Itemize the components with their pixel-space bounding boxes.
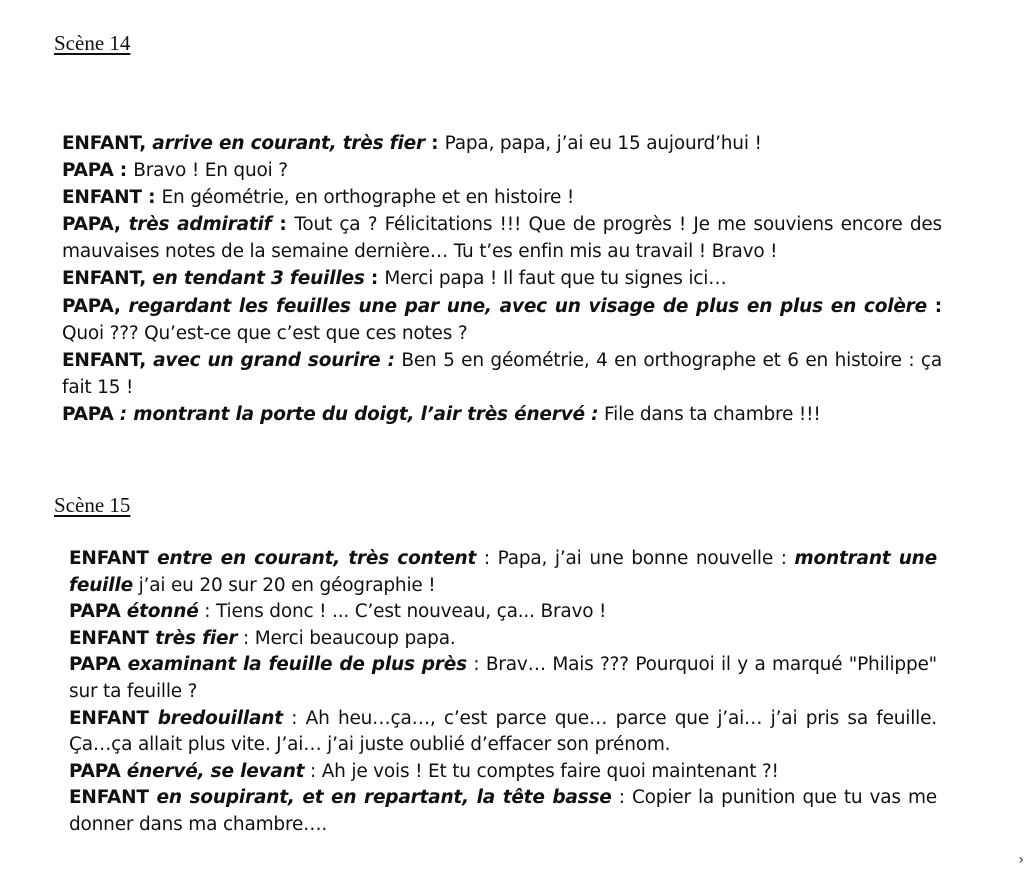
scene-15-title: Scène 15 — [54, 493, 131, 517]
stage-direction: entre en courant, très content — [148, 548, 477, 569]
speaker: ENFANT — [69, 787, 149, 809]
speaker: ENFANT, — [62, 133, 147, 154]
dialogue-line — [62, 401, 942, 428]
speaker: PAPA — [62, 403, 114, 425]
dialogue-line — [69, 652, 937, 705]
stage-direction: bredouillant — [148, 707, 283, 729]
line-text: Tout ça ? Félicitations !!! Que de progrès ! Je me souviens encore des mauvaises notes de la semaine dernière… Tu t’es enfin mis au travail ! Bravo ! — [62, 214, 942, 263]
speaker: PAPA — [62, 160, 114, 182]
dialogue-line — [62, 347, 942, 401]
dialogue-line — [69, 785, 937, 838]
dialogue-line — [62, 184, 942, 211]
line-text: Ah heu…ça…, c’est parce que… parce que j’ai… j’ai pris sa feuille. Ça…ça allait plus vite. J’ai… j’ai juste oublié d’effacer son prénom. — [69, 707, 937, 756]
stage-direction: examinant la feuille de plus près — [120, 654, 467, 676]
separator: : — [237, 627, 255, 649]
stage-direction: avec un grand sourire : — [146, 349, 395, 371]
line-text: Merci papa ! Il faut que tu signes ici… — [384, 268, 727, 290]
page-edge-mark: › — [1018, 852, 1024, 868]
separator: : — [141, 187, 162, 209]
line-text: Ah je vois ! Et tu comptes faire quoi maintenant ?! — [321, 760, 779, 782]
line-text: Tiens donc ! ... C’est nouveau, ça... Bravo ! — [216, 601, 607, 623]
stage-direction: étonné — [120, 601, 199, 623]
stage-direction: arrive en courant, très fier — [146, 133, 425, 154]
speaker: PAPA — [69, 654, 121, 676]
stage-direction: en tendant 3 feuilles — [146, 268, 365, 290]
line-text: Papa, papa, j’ai eu 15 aujourd’hui ! — [444, 133, 762, 154]
dialogue-line — [69, 599, 937, 626]
dialogue-line — [69, 759, 937, 786]
speaker: PAPA — [69, 601, 121, 623]
dialogue-line — [62, 293, 942, 347]
speaker: ENFANT — [62, 187, 142, 209]
speaker: ENFANT, — [62, 349, 147, 371]
dialogue-line — [69, 706, 937, 759]
speaker: ENFANT, — [62, 268, 147, 290]
stage-direction: regardant les feuilles une par une, avec un visage de plus en plus en colère — [120, 295, 927, 317]
dialogue-line — [69, 546, 937, 599]
stage-direction: en soupirant, et en repartant, la tête basse — [148, 787, 612, 809]
line-text: Brav… Mais ??? Pourquoi il y a marqué "Philippe" sur ta feuille ? — [69, 654, 937, 702]
speaker: PAPA — [69, 760, 121, 782]
line-text: En géométrie, en orthographe et en histoire ! — [161, 187, 575, 209]
speaker: ENFANT — [69, 627, 149, 649]
separator: : — [611, 787, 632, 809]
speaker: PAPA, — [62, 214, 121, 236]
stage-direction: très fier — [148, 627, 238, 649]
separator: : — [466, 654, 486, 676]
separator: : — [424, 133, 445, 154]
line-text: File dans ta chambre !!! — [604, 403, 821, 425]
scene-14-dialogue — [62, 130, 942, 428]
dialogue-line — [62, 265, 942, 292]
separator: : — [926, 295, 942, 317]
dialogue-line — [62, 130, 942, 157]
stage-direction: montrant une feuille — [69, 548, 937, 596]
separator: : — [364, 268, 385, 290]
dialogue-line — [62, 157, 942, 184]
stage-direction: énervé, se levant — [120, 760, 305, 782]
line-text: Papa, j’ai une bonne nouvelle : — [497, 548, 795, 569]
line-text: Ben 5 en géométrie, 4 en orthographe et 6 en histoire : ça fait 15 ! — [62, 349, 942, 398]
line-text: Quoi ??? Qu’est-ce que c’est que ces notes ? — [62, 322, 468, 344]
separator: : — [476, 548, 498, 569]
scene-15-dialogue — [69, 546, 937, 839]
line-text: Bravo ! En quoi ? — [133, 160, 288, 182]
line-text: j’ai eu 20 sur 20 en géographie ! — [132, 574, 436, 596]
speaker: ENFANT — [69, 707, 149, 729]
dialogue-line — [69, 626, 937, 653]
speaker: PAPA, — [62, 295, 121, 317]
line-text: Copier la punition que tu vas me donner dans ma chambre…. — [69, 787, 937, 835]
stage-direction: : montrant la porte du doigt, l’air très énervé : — [113, 403, 599, 425]
dialogue-line — [62, 211, 942, 265]
separator: : — [198, 601, 216, 623]
speaker: ENFANT — [69, 548, 149, 569]
line-text: Merci beaucoup papa. — [254, 627, 456, 649]
separator: : — [304, 760, 322, 782]
separator: : — [113, 160, 134, 182]
stage-direction: très admiratif — [120, 214, 272, 236]
scene-14-title: Scène 14 — [54, 31, 131, 55]
separator: : — [282, 707, 306, 729]
separator: : — [271, 214, 295, 236]
